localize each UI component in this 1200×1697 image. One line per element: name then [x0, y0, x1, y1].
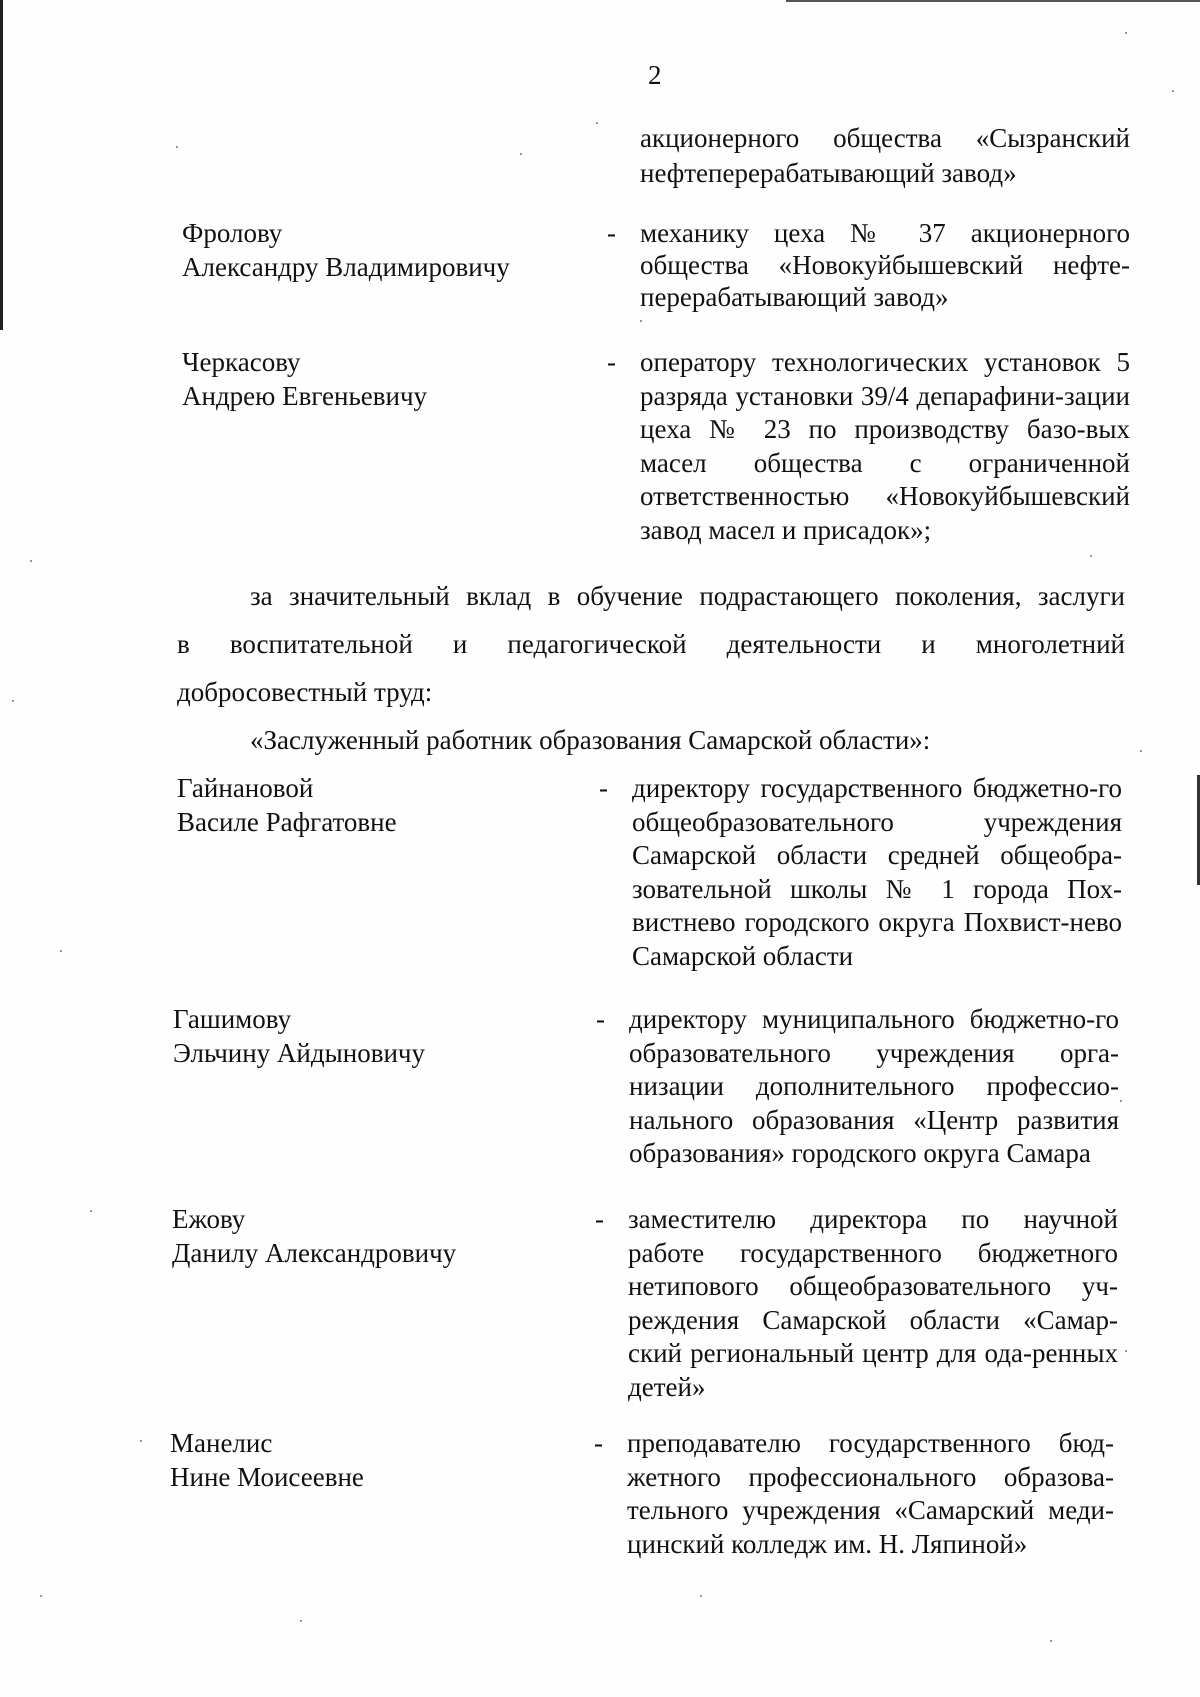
recipient-given-names: Эльчину Айдыновичу — [173, 1037, 425, 1068]
recipient-surname: Фролову — [182, 218, 283, 248]
award-reason-line: за значительный вклад в обучение подрастающего поколения, заслуги — [250, 581, 1125, 611]
recipient-surname: Черкасову — [182, 347, 301, 377]
recipient-position: директору государственного бюджетно-го общеобразовательного учреждения Самарской области средней общеобра-зовательной школы № 1 города Пох-вистнево городского округа Похвист-нево Самарской области — [632, 773, 1122, 971]
recipient-surname: Манелис — [170, 1428, 273, 1458]
recipient-given-names: Александру Владимировичу — [182, 251, 510, 282]
award-title: «Заслуженный работник образования Самарской области»: — [250, 725, 931, 755]
award-reason-line: добросовестный труд: — [177, 677, 433, 707]
scan-speck — [40, 1595, 42, 1597]
entry-dash: - — [607, 218, 616, 248]
recipient-position: преподавателю государственного бюд-жетного профессионального образова-тельного учреждения «Самарский меди-цинский колледж им. Н. Ляпиной» — [627, 1428, 1114, 1559]
recipient-position: директору муниципального бюджетно-го образовательного учреждения орга-низации дополнительного профессио-нального образования «Центр развития образования» городского округа Самара — [629, 1004, 1119, 1168]
recipient-surname: Ежову — [172, 1204, 246, 1234]
scan-speck — [12, 700, 14, 702]
recipient-position: заместителю директора по научной работе государственного бюджетного нетипового общеобразовательного уч-реждения Самарской области «Самар-ский региональный центр для ода-ренных детей» — [628, 1204, 1118, 1402]
scan-speck — [1050, 1640, 1052, 1642]
scan-left-edge — [0, 0, 3, 330]
scan-speck — [176, 146, 178, 148]
scan-speck — [640, 320, 642, 322]
page-number: 2 — [648, 60, 662, 90]
continuation-text: акционерного общества «Сызранский нефтеперерабатывающий завод» — [640, 123, 1130, 188]
scan-speck — [1172, 90, 1174, 92]
scan-speck — [140, 1440, 142, 1442]
award-reason-paragraph — [177, 572, 1125, 716]
recipient-given-names: Данилу Александровичу — [172, 1237, 457, 1268]
scan-speck — [700, 1595, 702, 1597]
recipient-name — [170, 1427, 364, 1494]
entry-dash: - — [595, 1204, 604, 1234]
recipient-name — [177, 772, 397, 839]
recipient-given-names: Андрею Евгеньевичу — [182, 380, 428, 411]
scan-speck — [1125, 1350, 1127, 1352]
scan-top-edge — [786, 0, 1200, 2]
scan-speck — [596, 122, 598, 124]
scan-speck — [1140, 750, 1142, 752]
scan-speck — [60, 950, 62, 952]
scan-speck — [90, 1210, 92, 1212]
entry-dash: - — [594, 1428, 603, 1458]
scan-speck — [1120, 1100, 1122, 1102]
recipient-surname: Гайнановой — [177, 773, 314, 803]
recipient-given-names: Нине Моисеевне — [170, 1461, 364, 1492]
recipient-given-names: Василе Рафгатовне — [177, 806, 397, 837]
recipient-name — [172, 1203, 456, 1270]
scan-speck — [1090, 555, 1092, 557]
recipient-name — [182, 346, 427, 413]
scan-speck — [300, 1620, 302, 1622]
entry-dash: - — [607, 347, 616, 377]
entry-dash: - — [596, 1004, 605, 1034]
recipient-name — [182, 217, 510, 284]
award-reason-line: в воспитательной и педагогической деятельности и многолетний — [177, 629, 1125, 659]
scan-speck — [520, 153, 522, 155]
recipient-position: механику цеха № 37 акционерного общества «Новокуйбышевский нефте-перерабатывающий завод» — [640, 218, 1130, 312]
recipient-position: оператору технологических установок 5 разряда установки 39/4 депарафини-зации цеха № 23 по производству базо-вых масел общества с ограниченной ответственностью «Новокуйбышевский завод масел и присадок»; — [640, 347, 1130, 545]
scan-speck — [30, 560, 32, 562]
recipient-name — [173, 1003, 425, 1070]
recipient-surname: Гашимову — [173, 1004, 292, 1034]
entry-dash: - — [599, 773, 608, 803]
scan-speck — [1125, 32, 1127, 34]
